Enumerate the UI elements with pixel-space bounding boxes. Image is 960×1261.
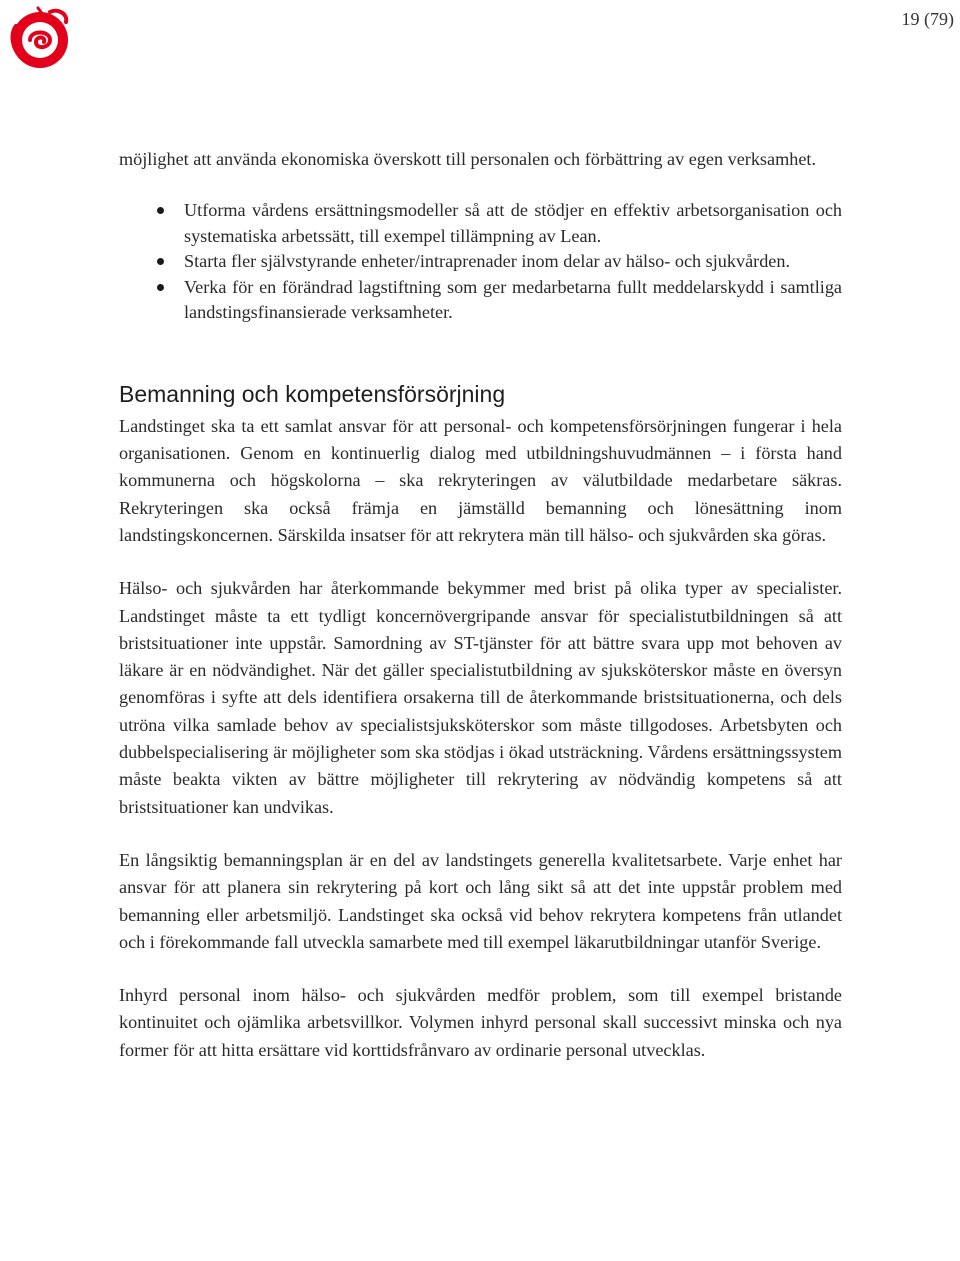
- bullet-text: Utforma vårdens ersättningsmodeller så att de stödjer en effektiv arbetsorganisation och systematiska arbetssätt, till exempel tillämpning av Lean.: [184, 200, 842, 246]
- bullet-text: Verka för en förändrad lagstiftning som ger medarbetarna fullt meddelarskydd i samtliga landstingsfinansierade verksamheter.: [184, 276, 842, 323]
- red-rose-logo-icon: [6, 4, 76, 74]
- body-paragraph: En långsiktig bemanningsplan är en del av landstingets generella kvalitetsarbete. Varje enhet har ansvar för att planera sin rekrytering på kort och lång sikt så att det inte uppstår problem med bemanning eller arbetsmiljö. Landstinget ska också vid behov rekrytera kompetens från utlandet och i förekommande fall utveckla samarbete med till exempel läkarutbildningar utanför Sverige.: [119, 849, 842, 952]
- list-item: [119, 275, 842, 326]
- body-paragraph: Hälso- och sjukvården har återkommande bekymmer med brist på olika typer av specialister. Landstinget måste ta ett tydligt koncernövergripande ansvar för specialistutbildningen så att bristsituationer inte uppstår. Samordning av ST-tjänster för att bättre svara upp mot behoven av läkare är en nödvändighet. När det gäller specialistutbildning av sjuksköterskor måste en översyn genomföras i syfte att dels identifiera orsakerna till de återkommande bristsituationerna, och dels utröna vilka samlade behov av specialistsjuksköterskor som måste tillgodoses. Arbetsbyten och dubbelspecialisering är möjligheter som ska stödjas i ökad utsträckning. Vårdens ersättningssystem måste beakta vikten av bättre möjligheter till rekrytering av nödvändig kompetens så att bristsituationer kan undvikas.: [119, 578, 842, 817]
- section-heading: Bemanning och kompetensförsörjning: [119, 380, 506, 407]
- bullet-icon: [157, 284, 164, 291]
- body-paragraph: Landstinget ska ta ett samlat ansvar för att personal- och kompetensförsörjningen fungerar i hela organisationen. Genom en kontinuerlig dialog med utbildningshuvudmännen – i första hand kommunerna och högskolorna – ska rekryteringen av välutbildade medarbetare säkras. Rekryteringen ska också främja en jämställd bemanning och lönesättning inom landstingskoncernen. Särskilda insatser för att rekrytera män till hälso- och sjukvården ska göras.: [119, 415, 842, 545]
- bullet-icon: [157, 258, 164, 265]
- page-number: 19 (79): [901, 9, 954, 29]
- intro-paragraph: möjlighet att använda ekonomiska överskott till personalen och förbättring av egen verksamhet.: [119, 149, 816, 169]
- bullet-text: Starta fler självstyrande enheter/intraprenader inom delar av hälso- och sjukvården.: [184, 251, 791, 272]
- bullet-list: [119, 198, 842, 326]
- bullet-icon: [157, 207, 164, 214]
- body-paragraph: Inhyrd personal inom hälso- och sjukvården medför problem, som till exempel bristande kontinuitet och ojämlika arbetsvillkor. Volymen inhyrd personal skall successivt minska och nya former för att hitta ersättare vid korttidsfrånvaro av ordinarie personal utvecklas.: [119, 985, 842, 1060]
- list-item: [119, 198, 842, 249]
- list-item: [119, 249, 842, 275]
- document-body: [119, 146, 842, 1064]
